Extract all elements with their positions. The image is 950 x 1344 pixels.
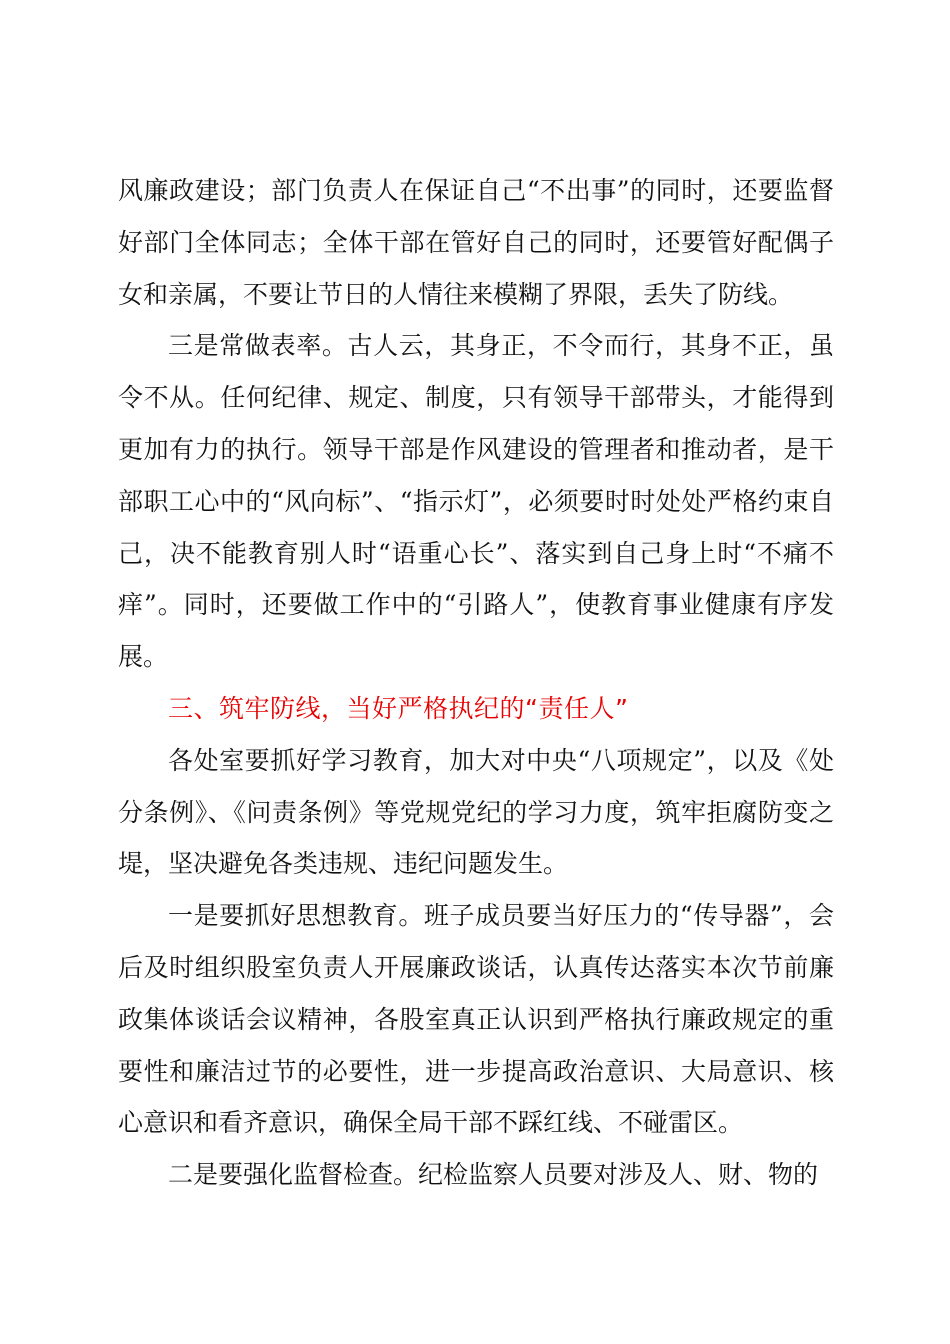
paragraph-section-intro: 各处室要抓好学习教育，加大对中央“八项规定”，以及《处分条例》、《问责条例》等党规党纪的学习力度，筑牢拒腐防变之堤，坚决避免各类违规、违纪问题发生。 [118,745,834,879]
document-page [118,165,834,1201]
paragraph-supervision: 二是要强化监督检查。纪检监察人员要对涉及人、财、物的 [168,1160,819,1190]
paragraph-set-example: 三是常做表率。古人云，其身正，不令而行，其身不正，虽令不从。任何纪律、规定、制度，只有领导干部带头，才能得到更加有力的执行。领导干部是作风建设的管理者和推动者，是干部职工心中的“风向标”、“指示灯”，必须要时时处处严格约束自己，决不能教育别人时“语重心长”、落实到自己身上时“不痛不痒”。同时，还要做工作中的“引路人”，使教育事业健康有序发展。 [118,331,834,672]
section-heading: 三、筑牢防线，当好严格执纪的“责任人” [168,693,629,723]
paragraph-thought-education: 一是要抓好思想教育。班子成员要当好压力的“传导器”，会后及时组织股室负责人开展廉政谈话，认真传达落实本次节前廉政集体谈话会议精神，各股室真正认识到严格执行廉政规定的重要性和廉洁过节的必要性，进一步提高政治意识、大局意识、核心意识和看齐意识，确保全局干部不踩红线、不碰雷区。 [118,901,834,1138]
paragraph-continuation: 风廉政建设；部门负责人在保证自己“不出事”的同时，还要监督好部门全体同志；全体干部在管好自己的同时，还要管好配偶子女和亲属，不要让节日的人情往来模糊了界限，丢失了防线。 [118,176,834,309]
